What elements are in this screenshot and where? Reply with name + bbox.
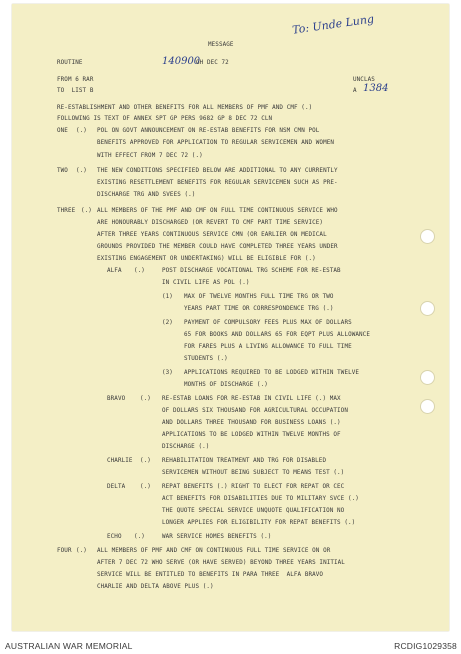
item-3-line-1: APPLICATIONS REQUIRED TO BE LODGED WITHIN TWELVE (184, 370, 360, 376)
para-one-line-1: POL ON GOVT ANNOUNCEMENT ON RE-ESTAB BENEFITS FOR NSM CMN POL (97, 128, 320, 134)
to-line: TO LIST B (57, 88, 94, 94)
item-1-line-1: MAX OF TWELVE MONTHS FULL TIME TRG OR TWO (184, 294, 334, 300)
delta-dot: (.) (140, 484, 151, 490)
handwritten-serial: 1384 (363, 83, 389, 94)
para-four-dot: (.) (76, 548, 87, 554)
item-2-line-4: STUDENTS (.) (184, 356, 228, 362)
routine-label: ROUTINE (57, 60, 83, 66)
item-3-line-2: MONTHS OF DISCHARGE (.) (184, 382, 268, 388)
alfa-label: ALFA (107, 268, 122, 274)
delta-line-1: REPAT BENEFITS (.) RIGHT TO ELECT FOR REPAT OR CEC (162, 484, 345, 490)
para-two-dot: (.) (76, 168, 87, 174)
para-three-line-3: AFTER THREE YEARS CONTINUOUS SERVICE CMN (OR EARLIER ON MEDICAL (97, 232, 327, 238)
para-four-line-2: AFTER 7 DEC 72 WHO SERVE (OR HAVE SERVED) BEYOND THREE YEARS INITIAL (97, 560, 345, 566)
bravo-line-3: AND DOLLARS THREE THOUSAND FOR BUSINESS LOANS (.) (162, 420, 341, 426)
para-four-label: FOUR (57, 548, 72, 554)
item-2-num: (2) (162, 320, 173, 326)
para-three-label: THREE (57, 208, 76, 214)
para-four-line-3: SERVICE WILL BE ENTITLED TO BENEFITS IN PARA THREE ALFA BRAVO (97, 572, 324, 578)
item-2-line-2: 65 FOR BOOKS AND DOLLARS 65 FOR EQPT PLUS ALLOWANCE (184, 332, 370, 338)
para-three-line-4: GROUNDS PROVIDED THE MEMBER COULD HAVE COMPLETED THREE YEARS UNDER (97, 244, 338, 250)
dtg: GH DEC 72 (196, 60, 229, 66)
para-two-line-3: DISCHARGE TRG AND SVEES (.) (97, 192, 196, 198)
bravo-line-1: RE-ESTAB LOANS FOR RE-ESTAB IN CIVIL LIFE (.) MAX (162, 396, 341, 402)
para-three-line-2: ARE HONOURABLY DISCHARGED (OR REVERT TO CMF PART TIME SERVICE) (97, 220, 324, 226)
para-one-line-3: WITH EFFECT FROM 7 DEC 72 (.) (97, 153, 203, 159)
bravo-line-5: DISCHARGE (.) (162, 444, 210, 450)
item-2-line-3: FOR FARES PLUS A LIVING ALLOWANCE TO FULL TIME (184, 344, 352, 350)
delta-line-3: THE QUOTE SPECIAL SERVICE UNQUOTE QUALIFICATION NO (162, 508, 345, 514)
handwritten-note: To: Unde Lung (291, 12, 375, 37)
para-two-line-1: THE NEW CONDITIONS SPECIFIED BELOW ARE ADDITIONAL TO ANY CURRENTLY (97, 168, 338, 174)
echo-dot: (.) (134, 534, 145, 540)
unclas-label: UNCLAS (353, 77, 375, 83)
alfa-dot: (.) (134, 268, 145, 274)
footer-institution: AUSTRALIAN WAR MEMORIAL (5, 641, 133, 651)
serial-prefix: A (353, 88, 357, 94)
delta-line-4: LONGER APPLIES FOR ELIGIBILITY FOR REPAT BENEFITS (.) (162, 520, 356, 526)
delta-line-2: ACT BENEFITS FOR DISABILITIES DUE TO MILITARY SVCE (.) (162, 496, 359, 502)
punch-hole-1 (420, 229, 435, 244)
charlie-label: CHARLIE (107, 458, 133, 464)
para-one-line-2: BENEFITS APPROVED FOR APPLICATION TO REGULAR SERVICEMEN AND WOMEN (97, 140, 335, 146)
alfa-line-1: POST DISCHARGE VOCATIONAL TRG SCHEME FOR RE-ESTAB (162, 268, 341, 274)
item-3-num: (3) (162, 370, 173, 376)
echo-label: ECHO (107, 534, 122, 540)
para-four-line-4: CHARLIE AND DELTA ABOVE PLUS (.) (97, 584, 214, 590)
alfa-line-2: IN CIVIL LIFE AS POL (.) (162, 280, 250, 286)
bravo-line-4: APPLICATIONS TO BE LODGED WITHIN TWELVE MONTHS OF (162, 432, 341, 438)
bravo-dot: (.) (140, 396, 151, 402)
charlie-line-2: SERVICEMEN WITHOUT BEING SUBJECT TO MEANS TEST (.) (162, 470, 345, 476)
item-1-num: (1) (162, 294, 173, 300)
echo-line-1: WAR SERVICE HOMES BENEFITS (.) (162, 534, 272, 540)
para-three-line-5: EXISTING ENGAGEMENT OR UNDERTAKING) WILL BE ELIGIBLE FOR (.) (97, 256, 316, 262)
para-three-line-1: ALL MEMBERS OF THE PMF AND CMF ON FULL TIME CONTINUOUS SERVICE WHO (97, 208, 338, 214)
para-one-label: ONE (57, 128, 68, 134)
item-2-line-1: PAYMENT OF COMPULSORY FEES PLUS MAX OF DOLLARS (184, 320, 352, 326)
bravo-line-2: OF DOLLARS SIX THOUSAND FOR AGRICULTURAL OCCUPATION (162, 408, 348, 414)
charlie-dot: (.) (140, 458, 151, 464)
para-one-dot: (.) (76, 128, 87, 134)
line-intro: RE-ESTABLISHMENT AND OTHER BENEFITS FOR ALL MEMBERS OF PMF AND CMF (.) (57, 105, 313, 111)
message-title: MESSAGE (208, 42, 234, 48)
charlie-line-1: REHABILITATION TREATMENT AND TRG FOR DISABLED (162, 458, 327, 464)
para-two-line-2: EXISTING RESETTLEMENT BENEFITS FOR REGULAR SERVICEMEN SUCH AS PRE- (97, 180, 338, 186)
para-two-label: TWO (57, 168, 68, 174)
handwritten-dtg: 140900 (162, 56, 201, 67)
footer-record-id: RCDIG1029358 (394, 641, 457, 651)
document-page (12, 4, 449, 631)
item-1-line-2: YEARS PART TIME OR CORRESPONDENCE TRG (.) (184, 306, 334, 312)
punch-hole-4 (420, 399, 435, 414)
para-four-line-1: ALL MEMBERS OF PMF AND CMF ON CONTINUOUS FULL TIME SERVICE ON OR (97, 548, 331, 554)
bravo-label: BRAVO (107, 396, 126, 402)
para-three-dot: (.) (81, 208, 92, 214)
line-following: FOLLOWING IS TEXT OF ANNEX SPT GP PERS 9682 GP 8 DEC 72 CLN (57, 116, 273, 122)
from-line: FROM 6 RAR (57, 77, 94, 83)
punch-hole-2 (420, 301, 435, 316)
punch-hole-3 (420, 370, 435, 385)
delta-label: DELTA (107, 484, 126, 490)
